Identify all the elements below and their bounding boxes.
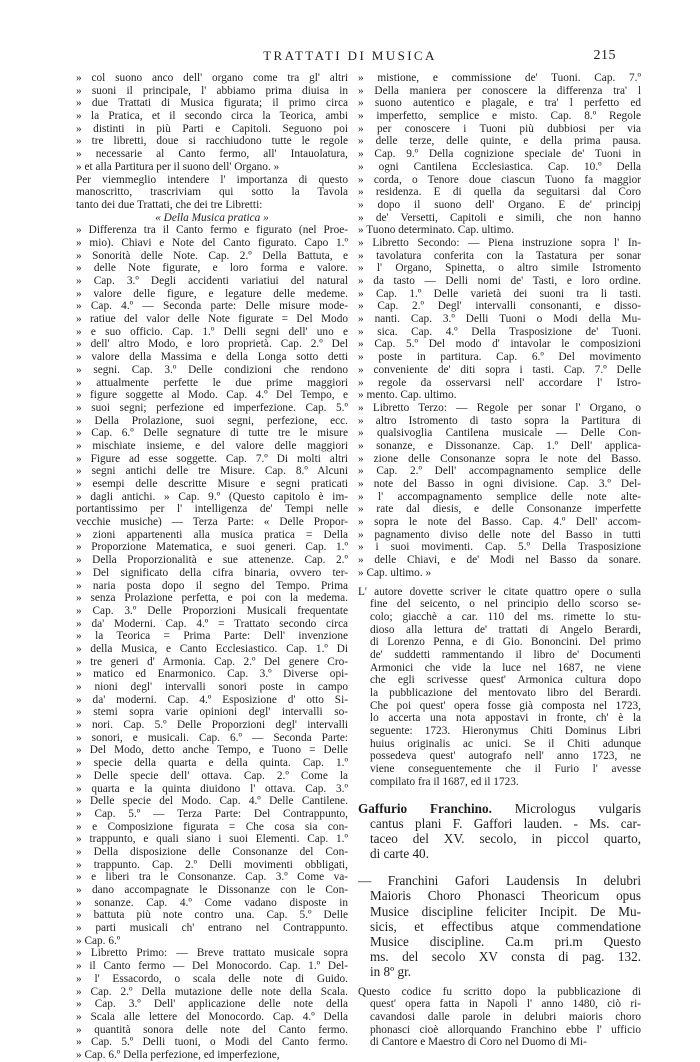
running-title: TRATTATI DI MUSICA: [263, 48, 437, 63]
text-line: » Cap. 3.º Dell' applicazione delle note della: [76, 998, 348, 1011]
text-line: » e suo officio. Cap. 1.º Delli segni dell' uno e: [76, 325, 348, 338]
text-line: » per conoscere i Tuoni più dubbiosi per via: [358, 122, 641, 135]
text-line: » la Teorica = Prima Parte: Dell' invenzione: [76, 630, 348, 643]
text-line: » Tuono determinato. Cap. ultimo.: [358, 224, 514, 237]
codex-note: [358, 986, 641, 1049]
text-line: » Figure ad esse soggette. Cap. 7.º Di molti altri: [76, 452, 348, 465]
text-line: colo; giacchè a car. 110 del ms. rimette lo stu-: [370, 610, 641, 623]
text-line: » Cap. 3.º Delle Proporzioni Musicali frequentate: [76, 604, 348, 617]
text-line: » matico ed Enarmonico. Cap. 3.º Diverse opi-: [76, 668, 348, 681]
text-line: » trappunto, e quali siano i suoi Elementi. Cap. 1.º: [76, 833, 348, 846]
text-line: » da' Moderni. Cap. 4.º = Trattato secondo circa: [76, 617, 348, 630]
text-line: » l' accompagnamento semplice delle note alte-: [358, 490, 641, 503]
text-line: Maioris Choro Phonasci Theoricum opus: [370, 888, 641, 904]
text-line: » trappunto. Cap. 2.º Delli movimenti obbligati,: [76, 858, 348, 871]
text-line: » i suoi movimenti. Cap. 5.º Della Trasposizione: [358, 541, 641, 554]
text-line: » dagli antichi. » Cap. 9.º (Questo capitolo è im-: [76, 490, 348, 503]
text-line: » quarta e la quinta diuidono l' ottava. Cap. 3.º: [76, 782, 348, 795]
text-line: » distinti in più Parti e Capitoli. Seguono poi: [76, 122, 348, 135]
text-line: » segni. Cap. 3.º Delle condizioni che rendono: [76, 363, 348, 376]
text-line: quest' opera fatta in Napoli l' anno 1480, ciò ri-: [370, 998, 641, 1011]
text-line: di Cantore e Maestro di Coro nel Duomo di Mi-: [370, 1036, 587, 1049]
text-line: » valore delle figure, e legature delle medeme.: [76, 287, 348, 300]
page-number: 215: [593, 48, 616, 63]
text-line: Questo codice fu scritto dopo la pubblicazione di: [358, 985, 641, 998]
text-line: » nori. Cap. 5.º Delle Proporzioni degl' intervalli: [76, 719, 348, 732]
text-line: » specie della quarta e della quinta. Cap. 1.º: [76, 757, 348, 770]
text-line: tanto dei due Trattati, che dei tre Libretti:: [76, 198, 263, 211]
text-line: manoscritto, trascriviam qui sotto la Tavola: [76, 186, 348, 199]
text-line: » et alla Partitura per il suono dell' Organo. »: [76, 160, 280, 173]
text-line: » figure soggette al Modo. Cap. 4.º Del Tempo, e: [76, 389, 348, 402]
left-column: [76, 72, 348, 1062]
text-line: » imperfetto, semplice e misto. Cap. 8.º Regole: [358, 110, 641, 123]
text-line: » stemi sopra varie opinioni degl' intervalli so-: [76, 706, 348, 719]
text-line: Musice discipline. Ca.m pri.m Questo: [370, 934, 641, 949]
text-line: » Cap. 2.º Dell' accompagnamento semplice delle: [358, 465, 641, 478]
text-line: dioso alla lettura de' trattati di Angelo Berardi,: [370, 623, 641, 636]
text-line: » mento. Cap. ultimo.: [358, 389, 457, 402]
text-line: » Delle specie dell' ottava. Cap. 2.º Come la: [76, 769, 348, 782]
text-line: » Differenza tra il Canto fermo e figurato (nel Proe-: [76, 224, 348, 237]
text-line: » sopra le note del Basso. Cap. 4.º Dell' accom-: [358, 516, 641, 529]
text-line: » dopo il suono dell' Organo. E de' principj: [358, 198, 641, 211]
text-line: » senza Prolazione perfetta, e poi con la medema.: [76, 592, 348, 605]
right-column: [358, 72, 641, 1049]
text-line: taceo del XV. secolo, in piccol quarto,: [370, 830, 641, 846]
text-line: » segni antichi delle tre Misure. Cap. 8.º Alcuni: [76, 465, 348, 478]
text-line: » Della disposizione delle Consonanze del Con-: [76, 845, 348, 858]
text-line: compilato fra il 1687, ed il 1723.: [370, 775, 519, 788]
text-line: » altro Istromento di tasto sopra la Partitura di: [358, 414, 641, 427]
text-line: » rate dal diesis, e delle Consonanze imperfette: [358, 503, 641, 516]
text-line: » dano accompagnate le Dissonanze con le Con-: [76, 884, 348, 896]
text-line: » Cap. 2.º Della mutazione delle note della Scala.: [76, 985, 348, 998]
text-line: » regole da osservarsi nell' accordare l' Istro-: [358, 376, 641, 389]
text-line: » mio). Chiavi e Note del Canto figurato. Capo 1.º: [76, 236, 348, 249]
text-line: » battuta più note contro una. Cap. 5.º Delle: [76, 909, 348, 922]
text-line: » Libretto Terzo: — Regole per sonar l' Organo, o: [358, 401, 641, 414]
text-line: » pagnamento diviso delle note del Basso in tutti: [358, 528, 641, 541]
text-line: » Cap. 4.º — Seconda parte: Delle misure mode-: [76, 300, 348, 313]
text-line: phonasci cioè allorquando Franchino ebbe l' ufficio: [370, 1023, 641, 1036]
text-line: » nioni degl' intervalli sonori poste in campo: [76, 681, 348, 693]
libretti-quote: [358, 72, 641, 580]
text-line: de' suddetti rammentando il libro de' Documenti: [370, 648, 641, 661]
text-line: » conveniente de' diti sopra i tasti. Cap. 7.º Delle: [358, 363, 641, 376]
text-line: » esempi delle descritte Misure e segni praticati: [76, 478, 348, 490]
text-line: » Cap. 6.º Della perfezione, ed imperfezione,: [76, 1048, 280, 1061]
text-line: » parti musicali ch' entrano nel Contrappunto.: [76, 922, 348, 935]
text-line: » Delle specie del Modo. Cap. 4.º Delle Cantilene.: [76, 795, 348, 808]
text-line: di Lorenzo Penna, e di Gio. Bononcini. Del primo: [370, 636, 641, 649]
text-line: » tre generi d' Armonia. Cap. 2.º Del genere Cro-: [76, 655, 348, 668]
text-line: » da tasto — Delli nomi de' Tasti, e loro ordine.: [358, 275, 641, 287]
text-line: » Del Modo, detto anche Tempo, e Tuono = Delle: [76, 744, 348, 757]
text-line: » sonori, e musicali. Cap. 6.º — Seconda Parte:: [76, 731, 348, 744]
text-line: » mistione, e commissione de' Tuoni. Cap. 7.º: [358, 72, 641, 84]
catalog-entry-gaffurio: [358, 801, 641, 862]
text-line: » residenza. E di quella da seguitarsi dal Coro: [358, 186, 641, 199]
text-line: » de' Versetti, Capitoli e simili, che non hanno: [358, 211, 641, 224]
text-line: « Della Musica pratica »: [155, 211, 269, 224]
text-line: » due Trattati di Musica figurata; il primo circa: [76, 97, 348, 110]
text-line: Armonici che vide la luce nel 1687, ne viene: [370, 661, 641, 674]
text-line: portantissimo per l' intelligenza de' Tempi nelle: [76, 503, 348, 516]
text-line: la pubblicazione del mentovato libro del Berardi.: [370, 687, 641, 699]
text-line: » suoni il principale, l' abbiamo prima diuisa in: [76, 84, 348, 97]
text-line: » da' moderni. Cap. 4.º Esposizione d' otto Si-: [76, 693, 348, 706]
running-header: [0, 48, 700, 68]
text-line: » ratiue del valor delle Note figurate = Del Modo: [76, 313, 348, 326]
text-line: Per viemmeglio intendere l' importanza di questo: [76, 173, 348, 186]
text-line: L' autore dovette scriver le citate quattro opere o sulla: [358, 585, 641, 598]
text-line: » qualsivoglia Cantilena musicale — Delle Con-: [358, 427, 641, 440]
text-line: » Cap. 1.º Delle varietà dei suoni tra li tasti.: [358, 287, 641, 300]
text-line: » Scala alle lettere del Monocordo. Cap. 4.º Della: [76, 1010, 348, 1023]
text-line: » sica. Cap. 4.º Della Trasposizione de' Tuoni.: [358, 325, 641, 338]
text-line: » attualmente perfette le due prime maggiori: [76, 376, 348, 389]
text-line: » Cap. 9.º Della cognizione speciale de' Tuoni in: [358, 148, 641, 161]
text-line: possedeva quest' autografo nell' anno 1723, ne: [370, 750, 641, 763]
text-line: di carte 40.: [370, 846, 429, 862]
text-line: che egli scrivesse quest' Armonica cultura dopo: [370, 674, 641, 687]
text-line: — Franchini Gafori Laudensis In delubri: [358, 873, 641, 889]
text-line: » zione delle Consonanze sopra le note del Basso.: [358, 452, 641, 465]
author-note: [358, 586, 641, 789]
text-line: » Cap. ultimo. »: [358, 566, 432, 579]
text-line: » Della Proporzionalità e sue attenenze. Cap. 2.º: [76, 554, 348, 567]
text-line: » poste in partitura. Cap. 6.º Del movimento: [358, 351, 641, 364]
text-line: ms. del secolo XV consta di pag. 132.: [370, 949, 641, 965]
text-line: Che poi quest' opera fosse già composta nel 1723,: [370, 699, 641, 712]
text-line: » Libretto Primo: — Breve trattato musicale sopra: [76, 947, 348, 960]
text-line: » Cap. 6.º Delle segnature di tutte tre le misure: [76, 427, 348, 440]
text-line: » Sonorità delle Note. Cap. 2.º Della Battuta, e: [76, 249, 348, 262]
text-line: Musice discipline feliciter Incipit. De Mu-: [370, 903, 641, 919]
text-line: » valore della Massima e della Longa sotto detti: [76, 351, 348, 364]
text-line: » Cap. 5.º Del modo d' intavolar le composizioni: [358, 338, 641, 351]
text-line: » nanti. Cap. 3.º Delli Tuoni o Modi della Mu-: [358, 313, 641, 326]
text-line: » zioni appartenenti alla musica pratica = Della: [76, 528, 348, 541]
text-line: huius originalis ac unici. Se il Chiti adunque: [370, 737, 641, 750]
text-line: » corda, o Tenore doue ciascun Tuono fa maggior: [358, 173, 641, 186]
text-line: » mischiate insieme, e del valore delle maggiori: [76, 439, 348, 452]
text-line: » e liberi tra le Consonanze. Cap. 3.º Come va-: [76, 871, 348, 884]
text-line: » suono autentico e plagale, e tra' l perfetto ed: [358, 97, 641, 110]
text-line: » Cap. 5.º — Terza Parte: Del Contrappunto,: [76, 807, 348, 820]
text-line: » l' Organo, Spinetta, o altro simile Istromento: [358, 262, 641, 275]
text-line: » tre libretti, doue si racchiudono tutte le regole: [76, 135, 348, 148]
text-line: in 8º gr.: [370, 964, 412, 980]
text-line: cavandosi dalle parole in delubri maioris choro: [370, 1010, 641, 1023]
text-line: » sonanze. Cap. 4.º Come vadano disposte in: [76, 896, 348, 909]
text-line: Gaffurio Franchino. Micrologus vulgaris: [358, 800, 641, 816]
text-line: » Cap. 2.º Degl' intervalli consonanti, e disso-: [358, 300, 641, 313]
text-line: » Della maniera per conoscere la differenza tra' l: [358, 84, 641, 97]
text-line: » delle Chiavi, e de' Modi nel Basso da sonare.: [358, 554, 641, 567]
text-line: » e Composizione figurata = Che cosa sia con-: [76, 820, 348, 833]
text-line: » quantità sonora delle note del Canto fermo.: [76, 1023, 348, 1036]
text-line: lo accerta una nota appostavi in fronte, ch' è la: [370, 712, 641, 725]
text-line: » tavolatura conferita con la Tastatura per sonar: [358, 249, 641, 262]
text-line: » delle terze, delle quinte, e della prima pausa.: [358, 135, 641, 148]
text-line: » Del significato della cifra binaria, ovvero ter-: [76, 566, 348, 579]
text-line: » Della Prolazione, suoi segni, perfezione, ecc.: [76, 414, 348, 427]
text-line: » Cap. 5.º Delli tuoni, o Modi del Canto fermo.: [76, 1036, 348, 1049]
text-line: » sonanze, e Dissonanze. Cap. 1.º Dell' applica-: [358, 439, 641, 452]
text-line: » note del Basso in ogni divisione. Cap. 3.º Del-: [358, 478, 641, 490]
text-line: » l' Essacordo, o scala delle note di Guido.: [76, 972, 348, 985]
text-line: viene conseguentemente che il Furio l' avesse: [370, 763, 641, 776]
text-line: » la Pratica, et il secondo circa la Teorica, ambi: [76, 110, 348, 123]
catalog-entry-franchini: [358, 873, 641, 979]
text-line: » Cap. 6.º: [76, 934, 121, 947]
text-line: cantus plani F. Gaffori lauden. - Ms. car-: [370, 815, 641, 831]
text-line: » ogni Cantilena Ecclesiastica. Cap. 10.º Della: [358, 160, 641, 173]
text-line: » il Canto fermo — Del Monocordo. Cap. 1.º Del-: [76, 960, 348, 973]
text-line: » Proporzione Matematica, e suoi generi. Cap. 1.º: [76, 541, 348, 554]
text-line: » della Musica, e Canto Ecclesiastico. Cap. 1.º Di: [76, 642, 348, 655]
author-name: Gaffurio Franchino.: [358, 800, 492, 816]
text-line: » Libretto Secondo: — Piena instruzione sopra l' In-: [358, 236, 641, 249]
text-line: » delle Note figurate, e loro forma e valore.: [76, 262, 348, 275]
text-line: seguente: 1723. Hieronymus Chiti Dominus Libri: [370, 725, 641, 738]
text-line: sicis, et effectibus atque commendatione: [370, 918, 641, 934]
text-line: » dell' altro Modo, e loro proprietà. Cap. 2.º Del: [76, 338, 348, 351]
text-line: » naria posta dopo il segno del Tempo. Prima: [76, 579, 348, 592]
text-line: » col suono anco dell' organo come tra gl' altri: [76, 72, 348, 84]
text-line: vecchie musiche) — Terza Parte: « Delle Propor-: [76, 516, 348, 529]
text-line: » suoi segni; perfezione ed imperfezione. Cap. 5.º: [76, 401, 348, 414]
text-line: » Cap. 3.º Degli accidenti variatiui del natural: [76, 275, 348, 287]
text-line: fine del seicento, o nel principio dello scorso se-: [370, 598, 641, 611]
text-line: » necessarie al Canto fermo, all' Intauolatura,: [76, 148, 348, 161]
